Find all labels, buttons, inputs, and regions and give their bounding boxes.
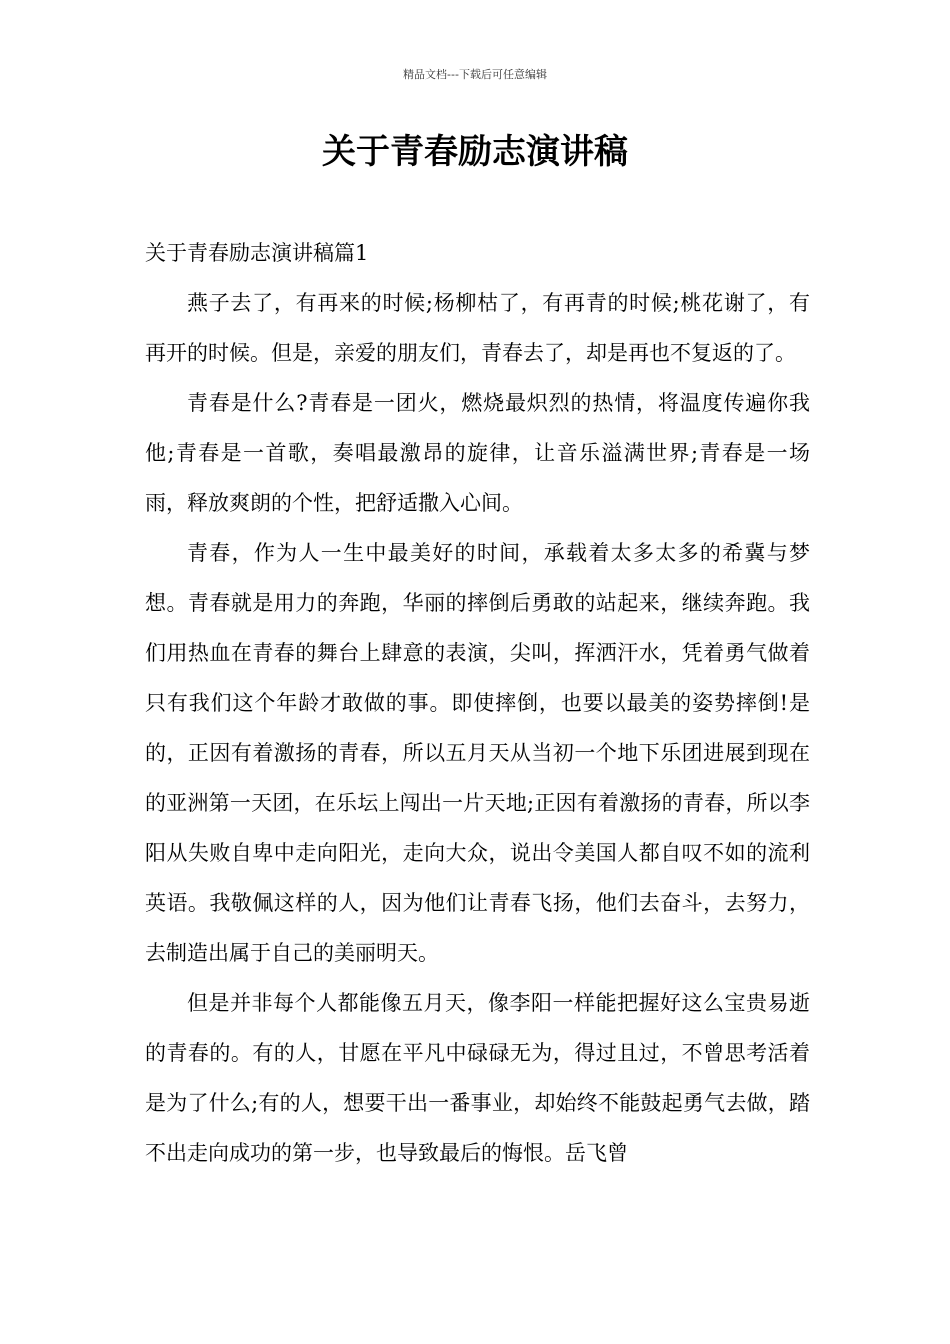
document-body xyxy=(145,228,810,1178)
paragraph-3: 青春，作为人一生中最美好的时间，承载着太多太多的希冀与梦想。青春就是用力的奔跑，华丽的摔倒后勇敢的站起来，继续奔跑。我们用热血在青春的舞台上肆意的表演，尖叫，挥洒汗水，凭着勇气做着只有我们这个年龄才敢做的事。即使摔倒，也要以最美的姿势摔倒!是的，正因有着激扬的青春，所以五月天从当初一个地下乐团进展到现在的亚洲第一天团，在乐坛上闯出一片天地;正因有着激扬的青春，所以李阳从失败自卑中走向阳光，走向大众，说出令美国人都自叹不如的流利英语。我敬佩这样的人，因为他们让青春飞扬，他们去奋斗，去努力，去制造出属于自己的美丽明天。 xyxy=(145,541,810,965)
paragraph-4: 但是并非每个人都能像五月天，像李阳一样能把握好这么宝贵易逝的青春的。有的人，甘愿在平凡中碌碌无为，得过且过，不曾思考活着是为了什么;有的人，想要干出一番事业，却始终不能鼓起勇气去做，踏不出走向成功的第一步，也导致最后的悔恨。岳飞曾 xyxy=(145,991,810,1165)
document-title: 关于青春励志演讲稿 xyxy=(322,132,628,172)
paragraph-2: 青春是什么?青春是一团火，燃烧最炽烈的热情，将温度传遍你我他;青春是一首歌，奏唱最激昂的旋律，让音乐溢满世界;青春是一场雨，释放爽朗的个性，把舒适撒入心间。 xyxy=(145,391,810,515)
section-heading: 关于青春励志演讲稿篇1 xyxy=(145,241,369,265)
header-note: 精品文档---下载后可任意编辑 xyxy=(403,68,547,81)
paragraph-1: 燕子去了，有再来的时候;杨柳枯了，有再青的时候;桃花谢了，有再开的时候。但是，亲爱的朋友们，青春去了，却是再也不复返的了。 xyxy=(145,291,810,365)
